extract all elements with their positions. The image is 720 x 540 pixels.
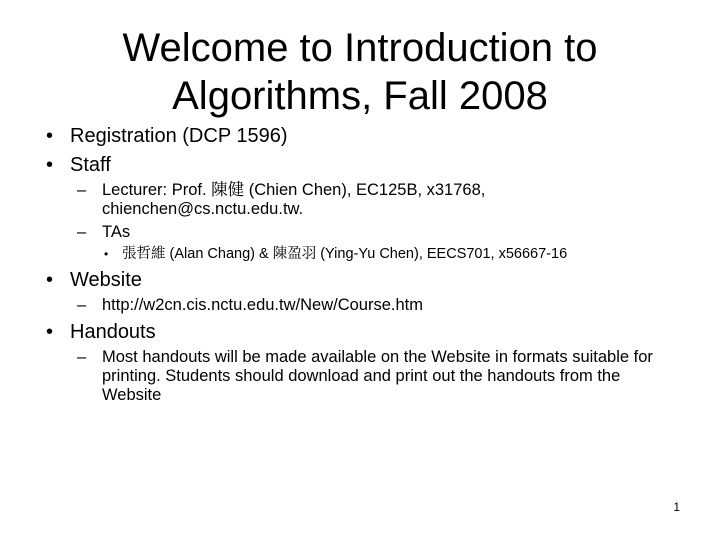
bullet-text: Handouts [70,321,156,343]
sub-bullet-text: Lecturer: Prof. 陳健 (Chien Chen), EC125B, x31768, chienchen@cs.nctu.edu.tw. [102,181,486,218]
website-url-text: http://w2cn.cis.nctu.edu.tw/New/Course.htm [102,296,423,314]
bullet-icon: • [46,269,54,291]
bullet-registration [46,124,676,148]
sub-list [70,348,676,405]
slide-title [60,24,660,120]
bullet-icon: • [46,321,54,343]
sub-list [70,181,676,242]
sub-sub-bullet-ta-names [102,246,676,263]
dash-icon: – [77,296,87,314]
title-line-2: Algorithms, Fall 2008 [172,74,548,118]
bullet-text: Website [70,269,142,291]
sub-bullet-tas [70,223,676,242]
sub-list [70,296,676,315]
sub-bullet-text: TAs [102,223,131,241]
bullet-handouts [46,320,676,405]
sub-bullet-handouts-info [70,348,676,405]
title-line-1: Welcome to Introduction to [122,26,598,70]
bullet-text: Staff [70,154,111,176]
bullet-icon: • [104,247,109,261]
bullet-icon: • [46,154,54,176]
dash-icon: – [77,348,87,366]
bullet-icon: • [46,125,54,147]
sub-sub-bullet-text: 張哲維 (Alan Chang) & 陳盈羽 (Ying-Yu Chen), EECS701, x56667-16 [122,246,568,262]
bullet-website [46,268,676,315]
page-number: 1 [673,500,680,514]
dash-icon: – [77,223,87,241]
sub-sub-list [102,246,676,263]
bullet-list [46,124,676,405]
sub-bullet-text: Most handouts will be made available on the Website in formats suitable for printing. Students should download and print out the handouts from the Website [102,348,653,404]
sub-bullet-lecturer [70,181,676,219]
sub-bullet-website-url [70,296,676,315]
bullet-staff [46,153,676,263]
slide-body [46,124,676,410]
bullet-text: Registration (DCP 1596) [70,125,288,147]
dash-icon: – [77,181,87,199]
